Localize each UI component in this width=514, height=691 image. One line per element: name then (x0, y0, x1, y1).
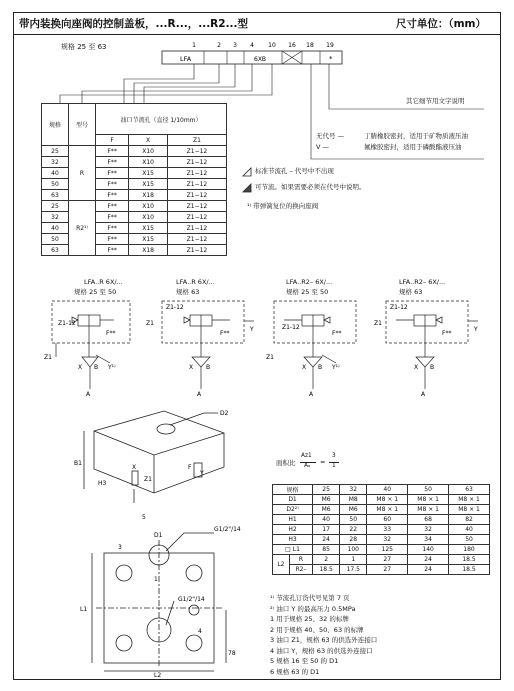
label-g1a: G1/2"/14 (214, 526, 241, 533)
table-row: 50 F** X15 Z1−12 (42, 179, 227, 190)
pos-16: 16 (288, 42, 296, 49)
fixed-orifice-icon (242, 167, 252, 177)
svg-text:Z1-12: Z1-12 (58, 320, 76, 327)
label-5: 5 (142, 514, 146, 521)
table-row: 25 R F** X10 Z1−12 (42, 146, 227, 157)
area-ratio-num: 3 (332, 453, 336, 459)
pos-3: 3 (233, 42, 237, 49)
datasheet-page (13, 12, 501, 680)
table-row: H3 24 28 32 34 50 (273, 535, 490, 545)
other-details-text: 其它细节用文字说明 (406, 97, 465, 105)
svg-text:X: X (414, 364, 419, 371)
svg-text:Z1: Z1 (374, 320, 382, 327)
label-l2: L2 (154, 672, 162, 677)
label-d1: D1 (154, 532, 163, 539)
svg-text:Y: Y (474, 326, 478, 333)
schem1-sub: 规格 25 至 50 (74, 288, 117, 296)
table-row: H2 17 22 33 32 40 (273, 525, 490, 535)
seal-v-desc: 氟橡胶密封，适用于磷酸酯液压油 (364, 143, 462, 151)
svg-text:X: X (189, 364, 194, 371)
svg-text:A: A (309, 391, 314, 397)
sub-z1: Z1 (167, 135, 226, 146)
pos-1: 1 (192, 42, 196, 49)
seal-v-code: V — (316, 143, 330, 151)
pos-18: 18 (306, 42, 314, 49)
label-b1: B1 (74, 460, 82, 467)
svg-text:Y¹⁾: Y¹⁾ (108, 364, 116, 371)
label-l1: L1 (80, 606, 88, 613)
schem2-title: LFA..R 6X/... (176, 278, 215, 286)
unit-label: 尺寸单位：（mm） (395, 18, 486, 30)
table-row: L2 R 2 1 27 24 18.5 (273, 555, 490, 565)
sub-f: F (96, 135, 129, 146)
seal-none-desc: 丁腈橡胶密封，适用于矿物质液压油 (364, 132, 468, 140)
size-range-label: 规格 25 至 63 (61, 43, 107, 51)
schem3-title: LFA..R2– 6X/... (286, 278, 333, 286)
svg-text:B: B (318, 364, 323, 371)
label-3: 3 (118, 544, 122, 551)
svg-text:B: B (206, 364, 211, 371)
svg-text:Z1: Z1 (146, 320, 154, 327)
schem4-title: LFA..R2– 6X/... (399, 278, 446, 286)
6xb-code: 6XB (254, 56, 267, 63)
sub-x: X (129, 135, 168, 146)
table-row: R2– 18.5 17.5 27 24 18.5 (273, 565, 490, 575)
table-row: H1 40 50 60 68 82 (273, 515, 490, 525)
table-row: 32 F** X10 Z1−12 (42, 212, 227, 223)
table-row: 40 F** X15 Z1−12 (42, 223, 227, 234)
seal-none-code: 无代号 — (316, 132, 345, 140)
area-ratio-az1: Az1 (301, 453, 312, 459)
schem1-title: LFA..R 6X/... (84, 278, 123, 286)
note-standard-orifice: 标准节流孔 – 代号中不出现 (255, 167, 334, 175)
col-orifice: 油口节流孔（直径 1/10mm） (96, 104, 227, 135)
footnote-5: 3 油口 Z1，规格 63 的供选外连接口 (270, 636, 378, 644)
table-row: 32 F** X10 Z1−12 (42, 157, 227, 168)
svg-text:A: A (197, 391, 202, 397)
svg-text:Z1: Z1 (266, 354, 274, 361)
area-ratio-den: 1 (332, 463, 336, 469)
hydraulic-schematics (34, 297, 489, 397)
page-title: 带内装换向座阀的控制盖板，...R...，...R2...型 (19, 18, 249, 30)
area-ratio-label: 面积比 (276, 459, 296, 467)
footnote-6: 4 油口 Y，规格 63 的供选外连接口 (270, 646, 373, 655)
dimension-table (272, 484, 490, 575)
label-78: 78 (228, 650, 236, 657)
svg-text:Z1-12: Z1-12 (282, 324, 300, 331)
label-4: 4 (198, 628, 202, 635)
note-spring-return: ¹⁾ 带弹簧复位的换向座阀 (247, 202, 319, 210)
table-row: D1 M6 M8 M8 × 1 M8 × 1 M8 × 1 (273, 495, 490, 505)
table-row: □ L1 85 100 125 140 180 (273, 545, 490, 555)
col-type: 型号 (69, 104, 96, 146)
orifice-table (41, 103, 227, 256)
footnote-4: 2 用于规格 40、50、63 的标牌 (270, 625, 364, 634)
svg-text:Y¹⁾: Y¹⁾ (332, 364, 340, 371)
schem4-sub: 规格 63 (399, 288, 423, 296)
label-y: Y (200, 470, 204, 477)
svg-text:Y: Y (250, 326, 254, 333)
label-1: 1 (154, 576, 158, 583)
svg-text:B: B (94, 364, 99, 371)
footnote-1: ¹⁾ 节流孔订货代号见第 7 页 (270, 594, 350, 602)
svg-text:F**: F** (332, 330, 342, 337)
footnote-8: 6 规格 63 的 D1 (270, 667, 320, 676)
table-row: 40 F** X15 Z1−12 (42, 168, 227, 179)
svg-text:X: X (302, 364, 307, 371)
table-row: D2²⁾ M6 M6 M8 × 1 M8 × 1 M8 × 1 (273, 505, 490, 515)
label-z1: Z1 (144, 476, 152, 483)
footnote-3: 1 用于规格 25、32 的标牌 (270, 615, 349, 623)
note-throttle: 可节流。如果需要必须在代号中说明。 (255, 183, 366, 191)
label-h3: H3 (98, 480, 107, 487)
label-x: X (132, 464, 137, 471)
col-size: 规格 (42, 104, 69, 146)
svg-text:F**: F** (220, 330, 230, 337)
table-row: 63 F** X18 Z1−12 (42, 245, 227, 256)
svg-text:X: X (78, 364, 83, 371)
svg-text:Z1-12: Z1-12 (166, 304, 184, 311)
table-row: 50 F** X15 Z1−12 (42, 234, 227, 245)
label-d2: D2 (220, 410, 229, 417)
area-ratio-eq: = (320, 458, 326, 466)
svg-text:B: B (430, 364, 435, 371)
star-code: * (329, 55, 333, 63)
svg-text:F**: F** (106, 330, 116, 337)
page-header (14, 13, 500, 35)
footnote-2: ²⁾ 油口 Y 的最高压力 0.5MPa (270, 604, 356, 613)
svg-text:A: A (86, 391, 91, 397)
pos-4: 4 (250, 42, 254, 49)
lfa-code: LFA (180, 55, 192, 63)
schem2-sub: 规格 63 (176, 288, 200, 296)
pos-19: 19 (326, 42, 334, 49)
table-row: 规格 25 32 40 50 63 (273, 485, 490, 495)
footnotes (270, 593, 377, 677)
label-g1b: G1/2"/14 (178, 596, 205, 603)
table-row: 63 F** X18 Z1−12 (42, 190, 227, 201)
area-ratio-aa: Aₐ (304, 463, 311, 469)
svg-text:F**: F** (442, 330, 452, 337)
adjustable-orifice-icon (242, 183, 252, 193)
table-row: 25 R2¹⁾ F** X10 Z1−12 (42, 201, 227, 212)
cover-drawing (74, 405, 264, 677)
footnote-7: 5 规格 16 至 50 的 D1 (270, 657, 339, 665)
pos-10: 10 (268, 42, 276, 49)
pos-2: 2 (217, 42, 221, 49)
label-f: F (188, 464, 192, 471)
svg-text:Z1: Z1 (44, 354, 52, 361)
schem3-sub: 规格 25 至 50 (286, 288, 329, 296)
svg-text:Z1-12: Z1-12 (390, 304, 408, 311)
svg-text:A: A (421, 391, 426, 397)
